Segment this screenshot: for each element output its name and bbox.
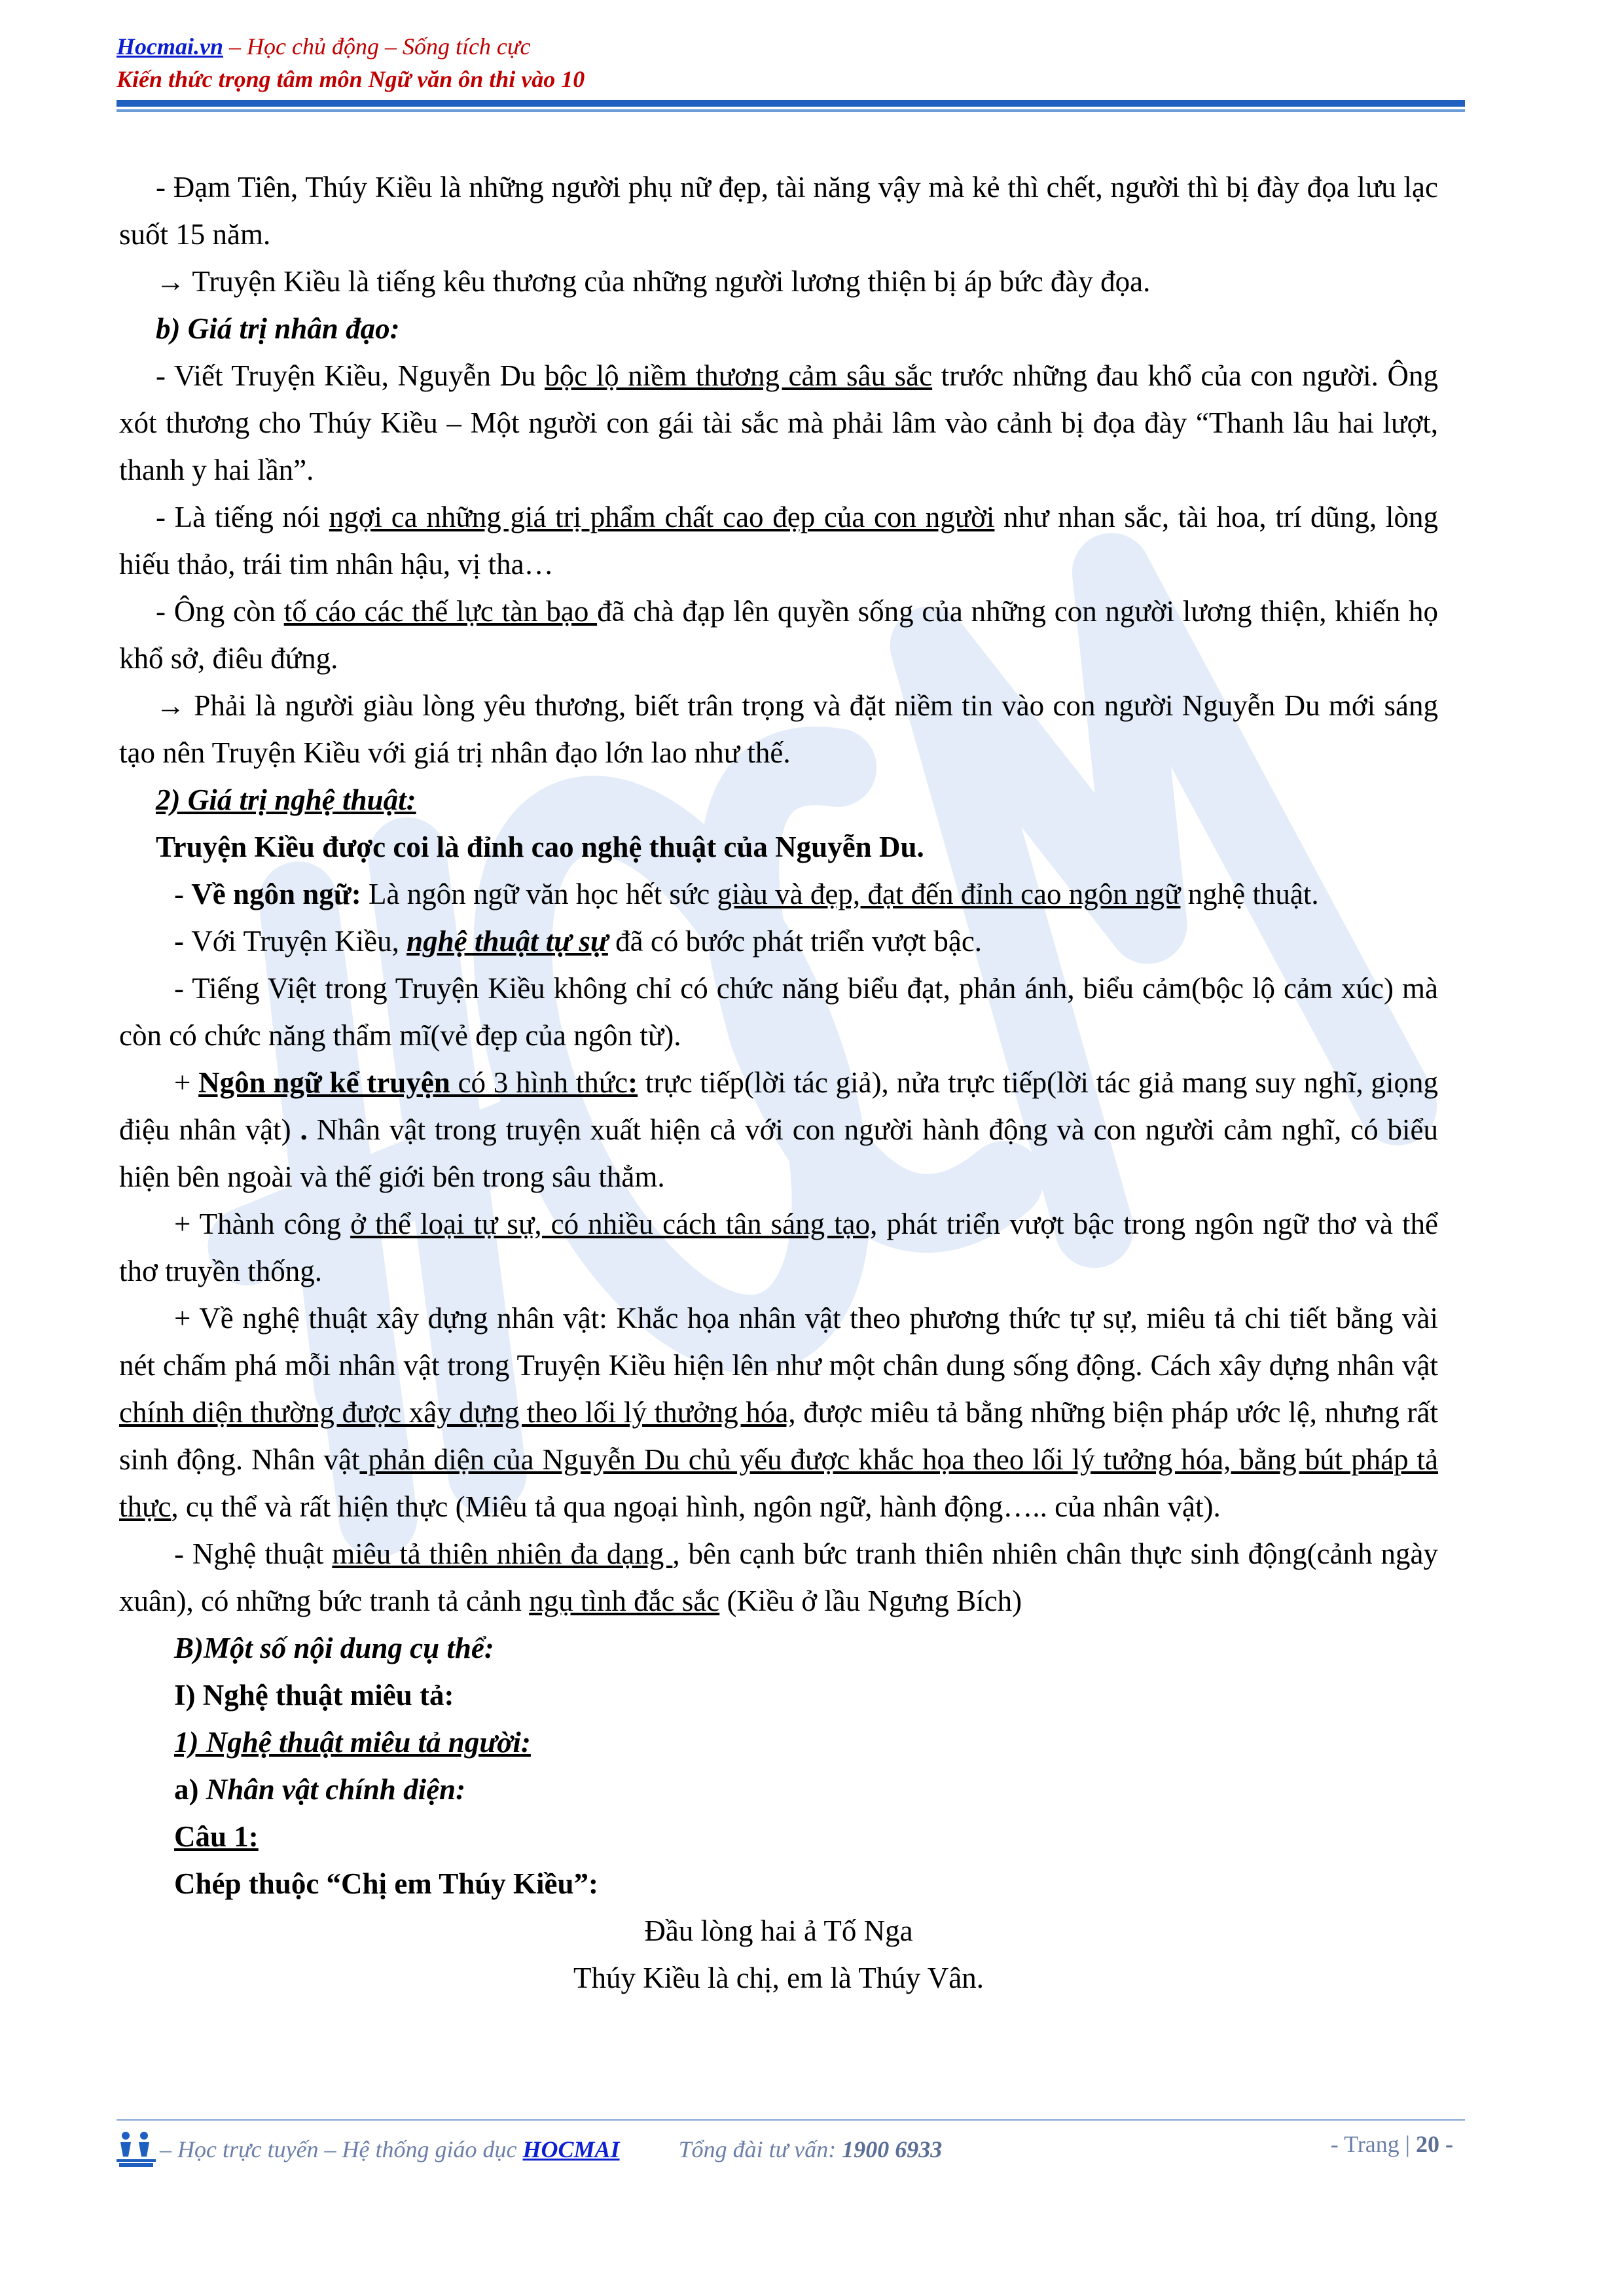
document-body [119, 164, 1438, 2001]
text: - Ông còn [156, 595, 284, 628]
header-line-1 [117, 30, 1465, 63]
paragraph-10 [119, 1059, 1438, 1200]
text: trực tiếp(lời tác giả), nửa trực tiếp(lời tác giả mang suy nghĩ, giọng điệu nhân vật) [119, 1066, 1438, 1146]
text: + Về nghệ thuật xây dựng nhân vật: Khắc họa nhân vật theo phương thức tự sự, miêu tả chi tiết bằng vài nét chấm phá mỗi nhân vật trong Truyện Kiều hiện lên như một chân dung sống động. Cách xây dựng nhân vật [119, 1302, 1438, 1382]
heading-I-mieu-ta: I) Nghệ thuật miêu tả: [174, 1679, 454, 1712]
header-subtitle: Kiến thức trọng tâm môn Ngữ văn ôn thi vào 10 [117, 66, 585, 92]
paragraph-8 [119, 918, 1438, 965]
hotline-number: 1900 6933 [842, 2136, 943, 2162]
text: được miêu tả bằng những biện pháp ước lệ, nhưng rất sinh động. Nhân vật [119, 1396, 1438, 1476]
text: nghệ thuật. [1180, 878, 1319, 910]
verse-line-1: Đầu lòng hai ả Tố Nga [644, 1914, 913, 1947]
paragraph-7 [119, 870, 1438, 918]
text: Với Truyện Kiều, [191, 925, 407, 958]
text: + Thành công [174, 1208, 351, 1240]
page-number [1331, 2130, 1453, 2158]
underlined-text: phản diện của Nguyễn Du chủ yếu được khắc họa theo lối lý tưởng hóa, bằng bút pháp tả thực [119, 1443, 1438, 1523]
bold-italic-text: nghệ thuật tự sự [406, 925, 608, 958]
paragraph-6: → Phải là người giàu lòng yêu thương, biết trân trọng và đặt niềm tin vào con người Nguyễn Du mới sáng tạo nên Truyện Kiều với giá trị nhân đạo lớn lao như thế. [119, 689, 1438, 769]
text: , bên cạnh bức tranh thiên nhiên chân thực sinh động(cảnh ngày xuân), có những bức tranh tả cảnh [119, 1537, 1438, 1617]
bold-text: - [174, 925, 192, 958]
page-label: - Trang | [1330, 2131, 1416, 2157]
heading-b-nhan-dao: b) Giá trị nhân đạo: [156, 312, 400, 345]
text: + [174, 1066, 199, 1099]
site-link[interactable]: Hocmai.vn [117, 33, 223, 60]
heading-a-chinh-dien [119, 1766, 1438, 1813]
text: Là ngôn ngữ văn học hết sức [361, 878, 717, 910]
footer-text [160, 2136, 942, 2163]
footer-rule [117, 2119, 1465, 2121]
underlined-text: ngụ tình đắc sắc [529, 1585, 720, 1617]
header-slogan: – Học chủ động – Sống tích cực [223, 33, 531, 60]
bold-underlined-text: Ngôn ngữ kể truyện [198, 1066, 450, 1099]
hocmai-link[interactable]: HOCMAI [522, 2136, 620, 2162]
page-end: - [1439, 2131, 1453, 2157]
bold-text: Về ngôn ngữ: [191, 878, 361, 910]
underlined-text: giàu và đẹp, đạt đến đỉnh cao ngôn ngữ [717, 878, 1181, 910]
bold-text: : [628, 1066, 638, 1099]
underlined-text: chính diện thường được xây dựng theo lối lý thưởng hóa, [119, 1396, 796, 1429]
text: - Viết Truyện Kiều, Nguyễn Du [156, 359, 545, 392]
page-num: 20 [1416, 2131, 1439, 2157]
underlined-text: bộc lộ niềm thương cảm sâu sắc [545, 359, 933, 392]
page-footer [117, 2130, 1465, 2170]
paragraph-4 [119, 493, 1438, 588]
heading-dinh-cao: Truyện Kiều được coi là đỉnh cao nghệ thuật của Nguyễn Du. [156, 831, 924, 863]
text: - [174, 878, 192, 910]
paragraph-13 [119, 1530, 1438, 1624]
text: như nhan sắc, tài hoa, trí dũng, lòng hiếu thảo, trái tim nhân hậu, vị tha… [119, 501, 1438, 581]
text: đã có bước phát triển vượt bậc. [607, 925, 983, 958]
hocmai-logo-icon [117, 2130, 156, 2168]
paragraph-2: → Truyện Kiều là tiếng kêu thương của những người lương thiện bị áp bức đày đọa. [156, 265, 1151, 298]
footer-left: – Học trực tuyến – Hệ thống giáo dục [160, 2136, 523, 2162]
underlined-text: ngợi ca những giá trị phẩm chất cao đẹp của con người [329, 501, 995, 533]
paragraph-3 [119, 352, 1438, 493]
bold-text: a) [174, 1773, 206, 1806]
underlined-text: ở thể loại tự sự, có nhiều cách tân sáng tạo, [350, 1208, 878, 1240]
text: - Là tiếng nói [156, 501, 329, 533]
text: phát triển vượt bậc trong ngôn ngữ thơ và thể thơ truyền thống. [119, 1208, 1438, 1287]
text: (Kiều ở lầu Ngưng Bích) [719, 1585, 1022, 1617]
page-header [117, 30, 1465, 96]
paragraph-1: - Đạm Tiên, Thúy Kiều là những người phụ nữ đẹp, tài năng vậy mà kẻ thì chết, người thì bị đày đọa lưu lạc suốt 15 năm. [119, 171, 1438, 251]
underlined-text: miêu tả thiên nhiên đa dạng [332, 1537, 673, 1570]
paragraph-5 [119, 588, 1438, 682]
underlined-text: tố cáo các thế lực tàn bạo [283, 595, 598, 628]
heading-2-nghe-thuat: 2) Giá trị nghệ thuật: [156, 783, 416, 816]
heading-chep-thuoc: Chép thuộc “Chị em Thúy Kiều”: [174, 1867, 599, 1900]
text: , cụ thể và rất hiện thực (Miêu tả qua ngoại hình, ngôn ngữ, hành động….. của nhân vật). [171, 1490, 1221, 1523]
text: trước những đau khổ của con người. Ông xót thương cho Thúy Kiều – Một người con gái tài sắc mà phải lâm vào cảnh bị đọa đày “Thanh lâu hai lượt, thanh y hai lần”. [119, 359, 1438, 486]
text: đã chà đạp lên quyền sống của những con người lương thiện, khiến họ khổ sở, điêu đứng. [119, 595, 1438, 675]
paragraph-9: - Tiếng Việt trong Truyện Kiều không chỉ có chức năng biểu đạt, phản ánh, biểu cảm(bộc lộ cảm xúc) mà còn có chức năng thẩm mĩ(vẻ đẹp của ngôn từ). [119, 972, 1438, 1052]
heading-B-noi-dung: B)Một số nội dung cụ thể: [174, 1632, 494, 1664]
underlined-text: có 3 hình thức [450, 1066, 628, 1099]
bold-text: . [300, 1113, 308, 1146]
verse-line-2: Thúy Kiều là chị, em là Thúy Vân. [573, 1962, 984, 1994]
heading-1-mieu-ta-nguoi: 1) Nghệ thuật miêu tả người: [174, 1726, 531, 1759]
heading-cau-1: Câu 1: [174, 1820, 259, 1853]
hotline-label: Tổng đài tư vấn: [678, 2136, 842, 2162]
bold-italic-text: Nhân vật chính diện: [206, 1773, 466, 1806]
text: Nhân vật trong truyện xuất hiện cả với con người hành động và con người cảm nghĩ, có biểu hiện bên ngoài và thế giới bên trong sâu thẳm. [119, 1113, 1438, 1193]
paragraph-11 [119, 1200, 1438, 1295]
header-rule [117, 100, 1465, 107]
text: - Nghệ thuật [174, 1537, 333, 1570]
paragraph-12 [119, 1295, 1438, 1530]
header-rule-thin [117, 109, 1465, 112]
